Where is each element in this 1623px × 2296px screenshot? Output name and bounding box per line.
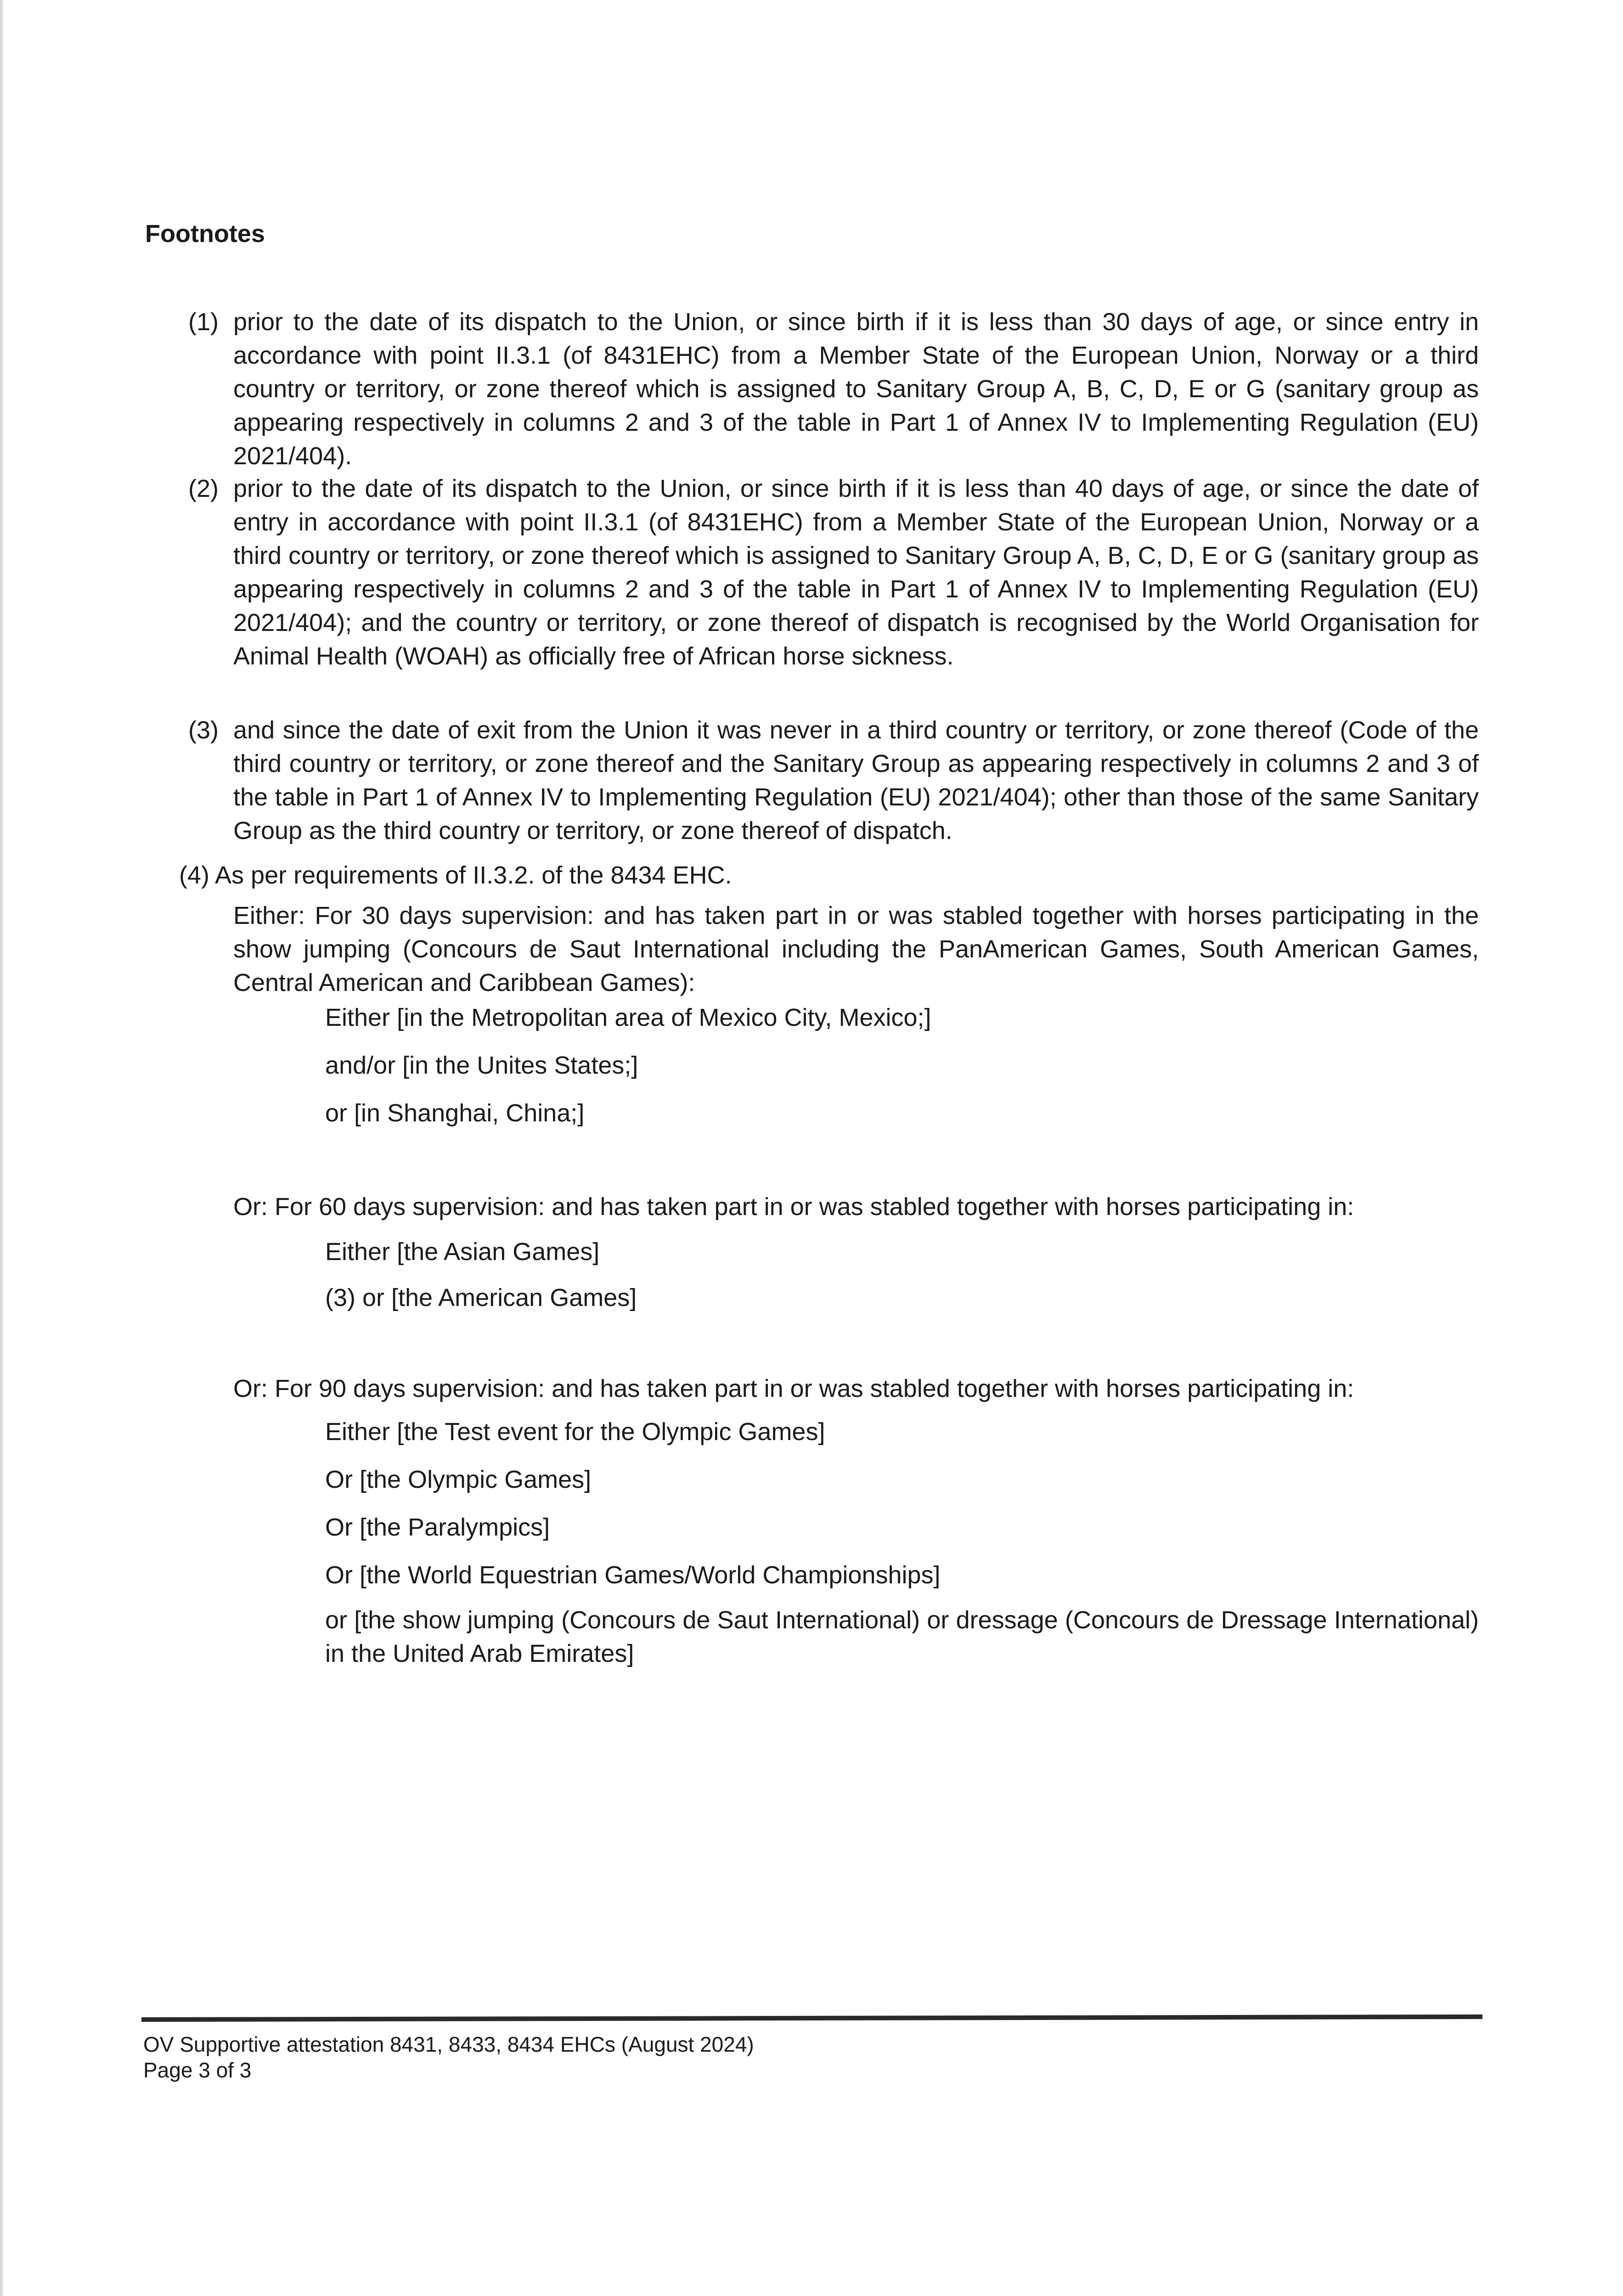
option-shanghai: or [in Shanghai, China;] — [325, 1099, 585, 1127]
footnote-text: and since the date of exit from the Union it was never in a third country or territory, or zone thereof (Code of the third country or territory, or zone thereof and the Sanitary Group as appearing respectively in columns 2 and 3 of the table in Part 1 of Annex IV to Implementing Regulation (EU) 2021/404); other than those of the same Sanitary Group as the third country or territory, or zone thereof of dispatch. — [233, 716, 1479, 844]
footnote-4-intro: (4) As per requirements of II.3.2. of the 8434 EHC. — [179, 861, 732, 889]
footnote-number: (3) — [188, 716, 219, 744]
option-mexico-city: Either [in the Metropolitan area of Mexico City, Mexico;] — [325, 1004, 931, 1031]
footer-rule — [141, 2015, 1482, 2022]
option-world-equestrian-games: Or [the World Equestrian Games/World Championships] — [325, 1561, 941, 1589]
footnote-number: (1) — [188, 308, 219, 336]
or-60-days: Or: For 60 days supervision: and has taken part in or was stabled together with horses participating in: — [233, 1193, 1354, 1221]
option-united-states: and/or [in the Unites States;] — [325, 1052, 638, 1079]
footer-page-number: Page 3 of 3 — [143, 2058, 252, 2082]
or-90-days: Or: For 90 days supervision: and has taken part in or was stabled together with horses participating in: — [233, 1375, 1354, 1402]
option-olympic-games: Or [the Olympic Games] — [325, 1466, 592, 1493]
footnote-text: prior to the date of its dispatch to the Union, or since birth if it is less than 30 days of age, or since entry in accordance with point II.3.1 (of 8431EHC) from a Member State of the European Union, Norway or a third country or territory, or zone thereof which is assigned to Sanitary Group A, B, C, D, E or G (sanitary group as appearing respectively in columns 2 and 3 of the table in Part 1 of Annex IV to Implementing Regulation (EU) 2021/404). — [233, 308, 1479, 470]
option-uae-show-jumping: or [the show jumping (Concours de Saut International) or dressage (Concours de Dressage International) in the United Arab Emirates] — [325, 1606, 1479, 1667]
option-american-games: (3) or [the American Games] — [325, 1284, 637, 1311]
either-30-days: Either: For 30 days supervision: and has taken part in or was stabled together with horses participating in the show jumping (Concours de Saut International including the PanAmerican Games, South American Games, Central American and Caribbean Games): — [233, 902, 1479, 996]
footnote-3 — [188, 714, 1483, 851]
scan-left-edge — [0, 0, 3, 2296]
footer-attestation: OV Supportive attestation 8431, 8433, 8434 EHCs (August 2024) — [143, 2032, 754, 2056]
footnote-1 — [188, 305, 1483, 480]
option-paralympics: Or [the Paralympics] — [325, 1514, 550, 1541]
footnote-text: prior to the date of its dispatch to the Union, or since birth if it is less than 40 days of age, or since the date of entry in accordance with point II.3.1 (of 8431EHC) from a Member State of the European Union, Norway or a third country or territory, or zone thereof which is assigned to Sanitary Group A, B, C, D, E or G (sanitary group as appearing respectively in columns 2 and 3 of the table in Part 1 of Annex IV to Implementing Regulation (EU) 2021/404); and the country or territory, or zone thereof of dispatch is recognised by the World Organisation for Animal Health (WOAH) as officially free of African horse sickness. — [233, 475, 1479, 670]
footnotes-heading: Footnotes — [145, 220, 265, 248]
option-asian-games: Either [the Asian Games] — [325, 1238, 600, 1266]
footnote-number: (2) — [188, 475, 219, 502]
option-olympic-test-event: Either [the Test event for the Olympic Games] — [325, 1418, 825, 1446]
footnote-2 — [188, 472, 1483, 711]
